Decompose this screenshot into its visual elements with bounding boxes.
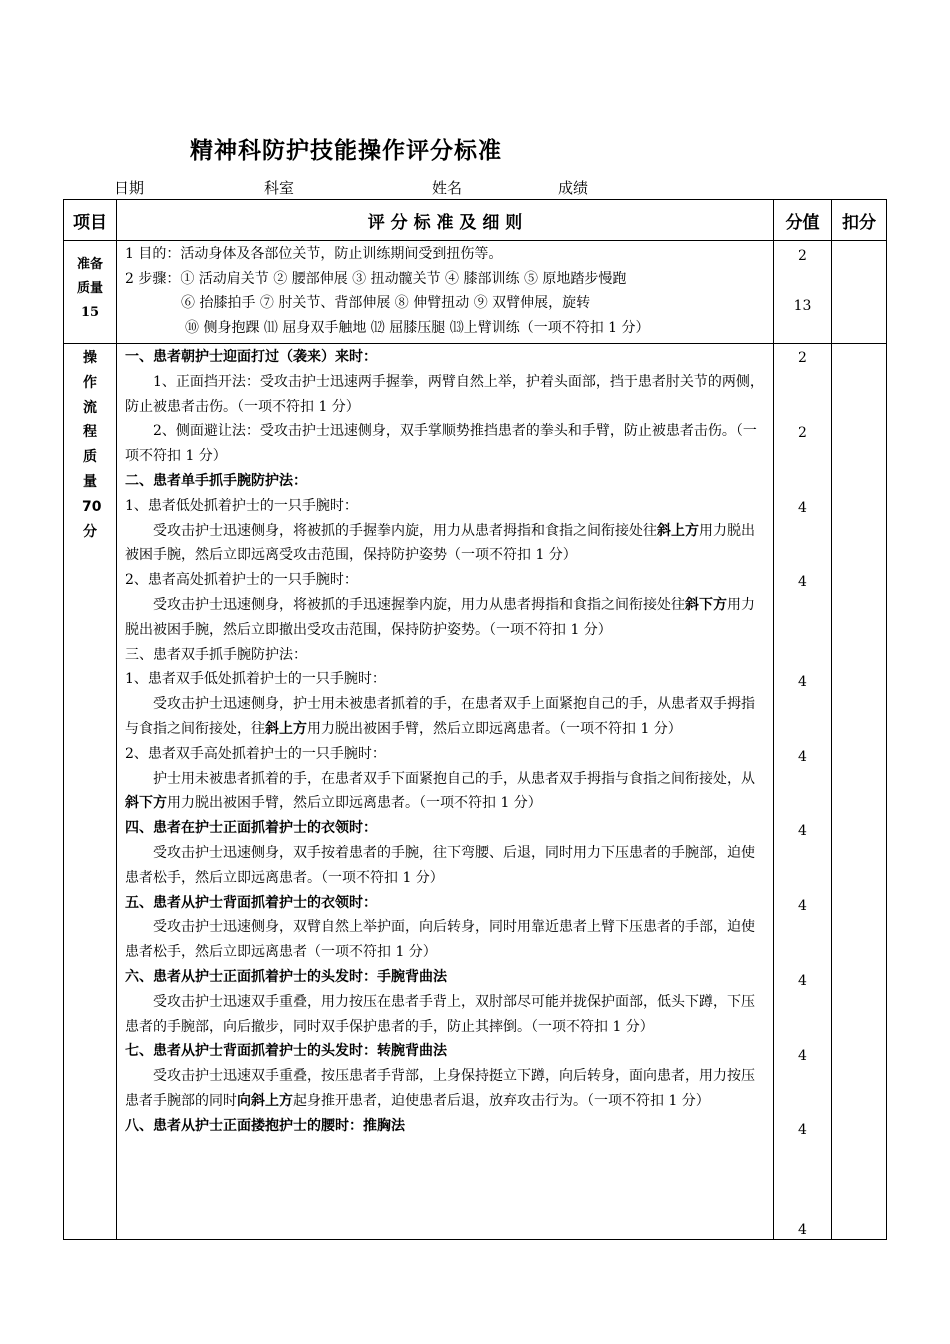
section-heading: 六、患者从护士正面抓着护士的头发时：手腕背曲法 bbox=[125, 968, 447, 985]
score-value: 4 bbox=[798, 823, 807, 839]
criteria-text: 1、正面挡开法：受攻击护士迅速两手握拳，两臂自然上举，护着头面部，挡于患者肘关节的两侧，防止被患者击伤。（一项不符扣 1 分） bbox=[125, 373, 764, 415]
prep-label-cell bbox=[64, 241, 117, 344]
proc-points-cell bbox=[774, 344, 832, 1240]
section-heading: 五、患者从护士背面抓着护士的衣领时： bbox=[125, 894, 377, 911]
criteria-text: 护士用未被患者抓着的手，在患者双手下面紧抱自己的手，从患者双手拇指与食指之间衔接处，从斜下方用力脱出被困手臂，然后立即远离患者。（一项不符扣 1 分） bbox=[125, 770, 755, 812]
score-value: 4 bbox=[798, 749, 807, 765]
criteria-text: 受攻击护士迅速双手重叠，按压患者手背部，上身保持挺立下蹲，向后转身，面向患者，用力按压患者手腕部的同时向斜上方起身推开患者，迫使患者后退，放弃攻击行为。（一项不符扣 1 分） bbox=[125, 1068, 755, 1109]
score-value: 4 bbox=[798, 574, 807, 590]
score-value: 4 bbox=[798, 674, 807, 690]
proc-label: 操作流程质量70分 bbox=[82, 350, 102, 540]
dept-label: 科室 bbox=[264, 179, 295, 197]
criteria-text: 受攻击护士迅速侧身，双臂自然上举护面，向后转身，同时用靠近患者上臂下压患者的手部，迫使患者松手，然后立即远离患者（一项不符扣 1 分） bbox=[125, 919, 755, 961]
section-heading: 四、患者在护士正面抓着护士的衣领时： bbox=[125, 820, 377, 837]
page-title: 精神科防护技能操作评分标准 bbox=[190, 138, 502, 164]
criteria-text: 受攻击护士迅速侧身，护士用未被患者抓着的手，在患者双手上面紧抱自己的手，从患者双手拇指与食指之间衔接处，往斜上方用力脱出被困手臂，然后立即远离患者。（一项不符扣 1 分） bbox=[125, 696, 755, 737]
prep-points-cell bbox=[774, 241, 832, 344]
criteria-text: 受攻击护士迅速双手重叠，用力按压在患者手背上，双肘部尽可能并拢保护面部，低头下蹲，下压患者的手腕部，向后撤步，同时双手保护患者的手，防止其摔倒。（一项不符扣 1 分） bbox=[125, 993, 755, 1035]
score-value: 4 bbox=[798, 973, 807, 989]
score-value: 4 bbox=[798, 1222, 807, 1238]
score-value: 13 bbox=[793, 298, 812, 314]
score-value: 2 bbox=[798, 248, 807, 264]
prep-line: 2 步骤：① 活动肩关节 ② 腰部伸展 ③ 扭动髋关节 ④ 膝部训练 ⑤ 原地踏步慢跑 bbox=[125, 270, 627, 287]
table-row bbox=[64, 344, 887, 1240]
proc-deduct-cell[interactable] bbox=[832, 344, 887, 1240]
prep-line: ⑩ 侧身抱踝 ⑾ 屈身双手触地 ⑿ 屈膝压腿 ⒀上臂训练（一项不符扣 1 分） bbox=[185, 319, 650, 336]
section-heading: 一、患者朝护士迎面打过（袭来）来时： bbox=[125, 349, 377, 365]
score-value: 4 bbox=[798, 500, 807, 516]
prep-content bbox=[117, 241, 774, 344]
score-value: 4 bbox=[798, 1122, 807, 1138]
criteria-text: 受攻击护士迅速侧身，将被抓的手握拳内旋，用力从患者拇指和食指之间衔接处往斜上方用力脱出被困手腕，然后立即远离受攻击范围，保持防护姿势（一项不符扣 1 分） bbox=[125, 522, 755, 564]
date-label: 日期 bbox=[114, 179, 145, 197]
score-value: 2 bbox=[798, 350, 807, 366]
prep-line: 1 目的：活动身体及各部位关节，防止训练期间受到扭伤等。 bbox=[125, 246, 503, 262]
score-value: 4 bbox=[798, 898, 807, 914]
header-item: 项目 bbox=[64, 200, 117, 241]
criteria-text: 1、患者低处抓着护士的一只手腕时： bbox=[125, 497, 358, 514]
criteria-text: 1、患者双手低处抓着护士的一只手腕时： bbox=[125, 671, 386, 688]
score-label: 成绩 bbox=[558, 179, 589, 197]
criteria-text: 受攻击护士迅速侧身，将被抓的手迅速握拳内旋，用力从患者拇指和食指之间衔接处往斜下方用力脱出被困手腕，然后立即撤出受攻击范围，保持防护姿势。（一项不符扣 1 分） bbox=[125, 596, 755, 638]
header-points: 分值 bbox=[774, 200, 832, 241]
score-value: 2 bbox=[798, 425, 807, 441]
header-deduct: 扣分 bbox=[832, 200, 887, 241]
section-heading: 七、患者从护士背面抓着护士的头发时：转腕背曲法 bbox=[125, 1043, 447, 1060]
section-heading: 三、患者双手抓手腕防护法： bbox=[125, 646, 307, 663]
score-value: 4 bbox=[798, 1048, 807, 1064]
criteria-text: 2、侧面避让法：受攻击护士迅速侧身，双手掌顺势推挡患者的拳头和手臂，防止被患者击伤。（一项不符扣 1 分） bbox=[125, 423, 757, 465]
criteria-text: 受攻击护士迅速侧身，双手按着患者的手腕，往下弯腰、后退，同时用力下压患者的手腕部，迫使患者松手，然后立即远离患者。（一项不符扣 1 分） bbox=[125, 844, 755, 886]
table-header-row bbox=[64, 200, 887, 241]
name-label: 姓名 bbox=[432, 179, 463, 197]
section-heading: 八、患者从护士正面搂抱护士的腰时：推胸法 bbox=[125, 1117, 405, 1134]
prep-label: 准备质量15 bbox=[76, 257, 103, 320]
proc-content bbox=[117, 344, 774, 1240]
proc-label-cell bbox=[64, 344, 117, 1240]
scoring-table bbox=[63, 199, 887, 1240]
prep-deduct-cell[interactable] bbox=[832, 241, 887, 344]
header-criteria: 评 分 标 准 及 细 则 bbox=[117, 200, 774, 241]
prep-line: ⑥ 抬膝拍手 ⑦ 肘关节、背部伸展 ⑧ 伸臂扭动 ⑨ 双臂伸展，旋转 bbox=[181, 295, 591, 311]
criteria-text: 2、患者高处抓着护士的一只手腕时： bbox=[125, 572, 358, 589]
criteria-text: 2、患者双手高处抓着护士的一只手腕时： bbox=[125, 745, 386, 762]
table-row bbox=[64, 241, 887, 344]
section-heading: 二、患者单手抓手腕防护法： bbox=[125, 472, 307, 489]
